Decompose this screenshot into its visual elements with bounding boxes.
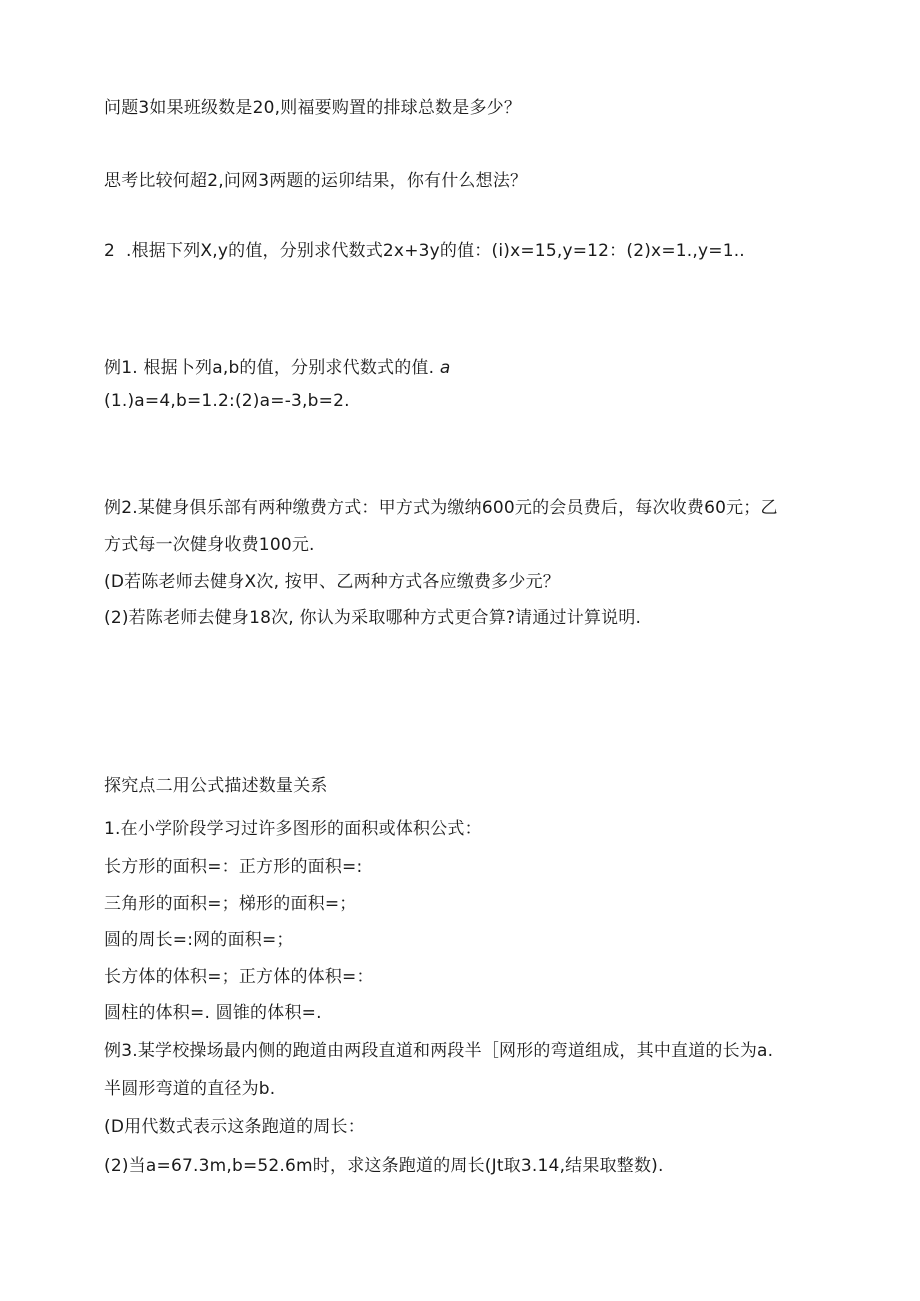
example-3-line-4: (2)当a=67.3m,b=52.6m时，求这条跑道的周长(Jt取3.14,结果取整数). [104, 1156, 664, 1176]
example-2-line-2: 方式每一次健身收费100元. [104, 535, 315, 555]
formula-line-cuboid-cube: 长方体的体积=；正方体的体积=： [104, 967, 374, 987]
example-2-line-3: (D若陈老师去健身X次, 按甲、乙两种方式各应缴费多少元？ [104, 572, 560, 592]
explore-2-title: 探究点二用公式描述数量关系 [104, 776, 328, 796]
example-2-line-1: 例2.某健身俱乐部有两种缴费方式：甲方式为缴纳600元的会员费后，每次收费60元；乙 [104, 498, 778, 518]
exercise-2-text: .根据下列X,y的值，分别求代数式2x+3y的值：(i)x=15,y=12：(2)x=1.,y=1.. [126, 241, 745, 261]
example-3-line-3: (D用代数式表示这条跑道的周长： [104, 1117, 365, 1137]
explore-2-item-1: 1.在小学阶段学习过许多图形的面积或体积公式： [104, 819, 482, 839]
question-3: 问题3如果班级数是20,则福要购置的排球总数是多少？ [104, 98, 522, 118]
exercise-2-number: 2 [104, 241, 116, 261]
example-1-prompt-tail: a [439, 358, 451, 378]
example-3-line-2: 半圆形弯道的直径为b. [104, 1079, 276, 1099]
formula-line-triangle-trapezoid: 三角形的面积=；梯形的面积=； [104, 894, 357, 914]
example-1-line-1 [104, 357, 450, 379]
example-2-line-4: (2)若陈老师去健身18次, 你认为采取哪种方式更合算?请通过计算说明. [104, 608, 642, 628]
formula-line-cylinder-cone: 圆柱的体积=. 圆锥的体积=. [104, 1003, 322, 1023]
formula-line-rectangle-square: 长方形的面积=：正方形的面积=: [104, 857, 363, 877]
exercise-2 [104, 240, 745, 262]
example-3-line-1: 例3.某学校操场最内侧的跑道由两段直道和两段半［网形的弯道组成，其中直道的长为a. [104, 1041, 774, 1061]
example-1-prompt: 例1. 根据卜列a,b的值，分别求代数式的值. [104, 358, 435, 378]
example-1-line-2: (1.)a=4,b=1.2:(2)a=-3,b=2. [104, 391, 350, 411]
think-compare: 思考比较何超2,问网3两题的运卯结果，你有什么想法？ [104, 171, 528, 191]
formula-line-circle: 圆的周长=:网的面积=； [104, 930, 294, 950]
